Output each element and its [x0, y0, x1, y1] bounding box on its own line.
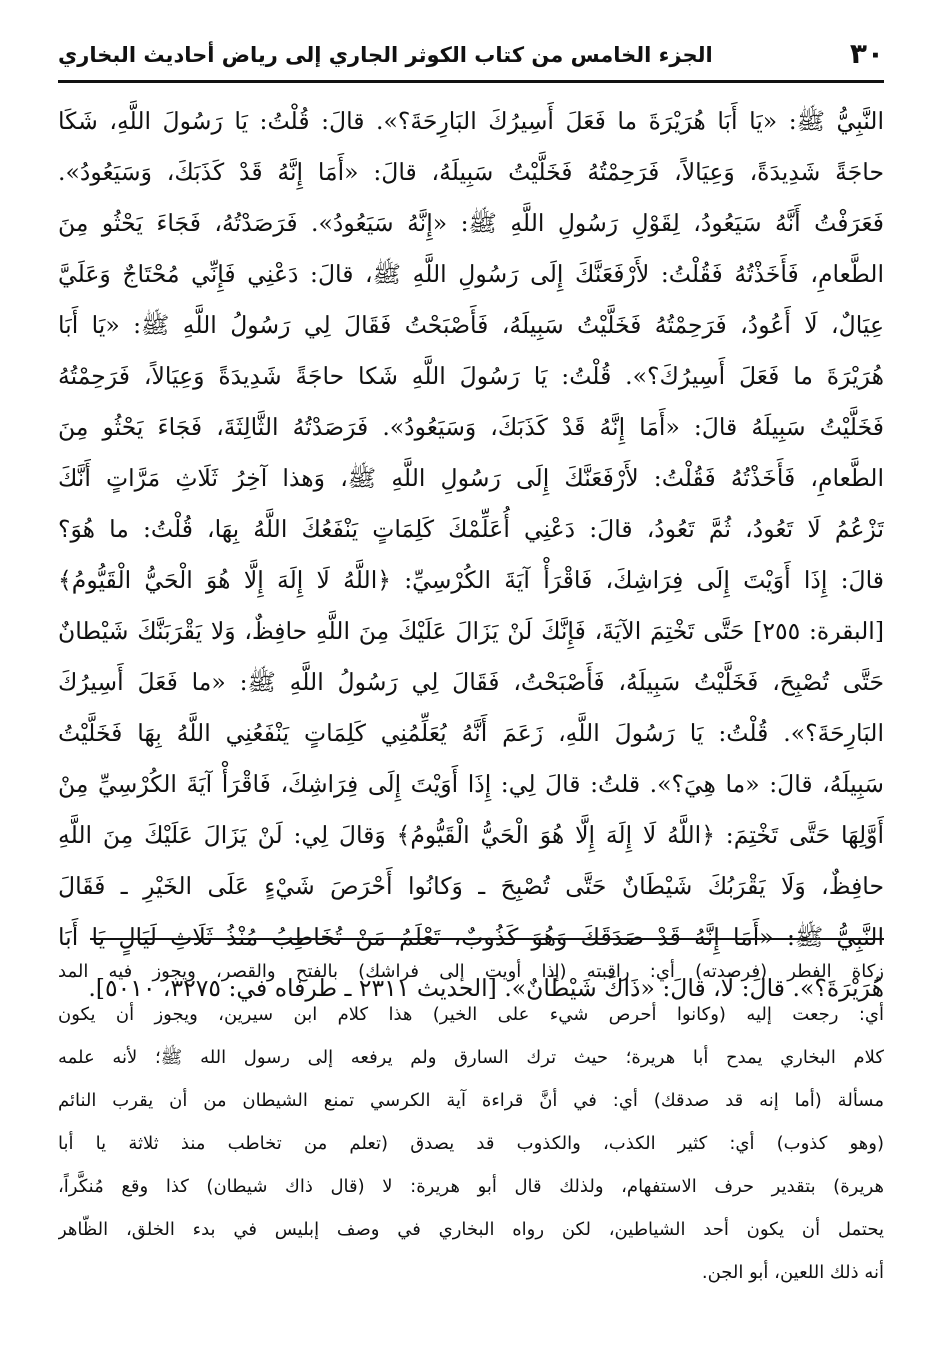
body-line: النَّبِيُّ ﷺ: «يَا أَبَا هُرَيْرَةَ ما فَعَلَ أَسِيرُكَ البَارِحَةَ؟». قالَ: قُلْتُ: يَا رَسُولَ اللَّهِ، شَكَا	[58, 107, 884, 135]
hadith-text	[58, 96, 884, 1014]
body-line: قالَ: إِذَا أَوَيْتَ إِلَى فِرَاشِكَ، فَاقْرَأْ آيَةَ الكُرْسِيِّ: ﴿اللَّهُ لَا إِلَهَ إِلَّا هُوَ الْحَيُّ الْقَيُّومُ﴾	[58, 566, 884, 594]
footnote-line: يحتمل أن يكون أحد الشياطين، لكن رواه البخاري في وصف إبليس في بدء الخلق، الظّاهر	[58, 1219, 884, 1240]
body-line: حافِظٌ، وَلَا يَقْرَبُكَ شَيْطَانٌ حَتَّى تُصْبِحَ ـ وَكانُوا أَحْرَصَ شَيْءٍ عَلَى الخَيْرِ ـ فَقَالَ	[58, 872, 884, 900]
body-line: حاجَةً شَدِيدَةً، وَعِيَالاً، فَرَحِمْتُهُ فَخَلَّيْتُ سَبِيلَهُ، قالَ: «أَمَا إِنَّهُ قَدْ كَذَبَكَ، وَسَيَعُودُ».	[58, 158, 884, 186]
page-number: ٣٠	[849, 37, 884, 70]
body-line: البَارِحَةَ؟». قُلْتُ: يَا رَسُولَ اللَّهِ، زَعَمَ أَنَّهُ يُعَلِّمُنِي كَلِمَاتٍ يَنْفَعُنِي اللَّهُ بِهَا فَخَلَّيْتُ	[58, 719, 884, 747]
body-line: [البقرة: ٢٥٥] حَتَّى تَخْتِمَ الآيَةَ، فَإِنَّكَ لَنْ يَزَالَ عَلَيْكَ مِنَ اللَّهِ حافِظٌ، وَلا يَقْرَبَنَّكَ شَيْطانٌ	[58, 617, 884, 645]
body-line: الطَّعامِ، فَأَخَذْتُهُ فَقُلْتُ: لأَرْفَعَنَّكَ إِلَى رَسُولِ اللَّهِ ﷺ، قالَ: دَعْنِي فَإِنِّي مُحْتَاجٌ وَعَلَيَّ	[58, 260, 884, 288]
footnote-line: أي: رجعت إليه (وكانوا أحرص شيء على الخير) هذا كلام ابن سيرين، ويجوز أن يكون	[58, 1004, 884, 1025]
body-line: أَوَّلِهَا حَتَّى تَخْتِمَ: ﴿اللَّهُ لَا إِلَهَ إِلَّا هُوَ الْحَيُّ الْقَيُّومُ﴾ وَقالَ لِي: لَنْ يَزَالَ عَلَيْكَ مِنَ اللَّهِ	[58, 821, 884, 849]
page-header	[58, 34, 884, 76]
body-line: فَخَلَّيْتُ سَبِيلَهُ قالَ: «أَمَا إِنَّهُ قَدْ كَذَبَكَ، وَسَيَعُودُ». فَرَصَدْتُهُ الثَّالِثَةَ، فَجَاءَ يَحْثُو مِنَ	[58, 413, 884, 441]
body-line: فَعَرَفْتُ أَنَّهُ سَيَعُودُ، لِقَوْلِ رَسُولِ اللَّهِ ﷺ: «إِنَّهُ سَيَعُودُ». فَرَصَدْتُهُ، فَجَاءَ يَحْثُو مِنَ	[58, 209, 884, 237]
footnote-line: كلام البخاري يمدح أبا هريرة؛ حيث ترك السارق ولم يرفعه إلى رسول الله ﷺ؛ لأنه علمه	[58, 1047, 884, 1068]
footnote-line: أنه ذلك اللعين، أبو الجن.	[701, 1262, 884, 1283]
header-divider	[58, 80, 884, 83]
running-title: الجزء الخامس من كتاب الكوثر الجاري إلى رياض أحاديث البخاري	[58, 43, 713, 67]
body-line: النَّبِيُّ ﷺ: «أَمَا إِنَّهُ قَدْ صَدَقَكَ وَهُوَ كَذُوبٌ، تَعْلَمُ مَنْ تُخَاطِبُ مُنْذُ ثَلَاثِ لَيَالٍ يَا أَبَا	[58, 923, 884, 951]
commentary-notes	[58, 950, 884, 1294]
body-line: تَزْعُمُ لَا تَعُودُ، ثُمَّ تَعُودُ، قالَ: دَعْنِي أُعَلِّمْكَ كَلِمَاتٍ يَنْفَعُكَ اللَّهُ بِهَا، قُلْتُ: ما هُوَ؟	[58, 515, 884, 543]
body-line: الطَّعامِ، فَأَخَذْتُهُ فَقُلْتُ: لأَرْفَعَنَّكَ إِلَى رَسُولِ اللَّهِ ﷺ، وَهذا آخِرُ ثَلَاثِ مَرَّاتٍ أَنَّكَ	[58, 464, 884, 492]
footnote-line: مسألة (أما إنه قد صدقك) أي: في أنَّ قراءة آية الكرسي تمنع الشيطان من أن يقرب النائم	[58, 1090, 884, 1111]
body-line: عِيَالٌ، لَا أَعُودُ، فَرَحِمْتُهُ فَخَلَّيْتُ سَبِيلَهُ، فَأَصْبَحْتُ فَقَالَ لِي رَسُولُ اللَّهِ ﷺ: «يَا أَبَا	[58, 311, 884, 339]
body-line: سَبِيلَهُ، قالَ: «ما هِيَ؟». قلتُ: قالَ لِي: إِذَا أَوَيْتَ إِلَى فِرَاشِكَ، فَاقْرَأْ آيَةَ الكُرْسِيِّ مِنْ	[58, 770, 884, 798]
body-line: هُرَيْرَةَ؟». قالَ: لَا، قالَ: «ذَاكَ شَيْطَانٌ». [الحديث ٢٣١١ ـ طرفاه في: ٣٢٧٥، ٥٠١٠].	[88, 974, 884, 1002]
footnote-line: (وهو كذوب) أي: كثير الكذب، والكذوب قد يصدق (تعلم من تخاطب منذ ثلاثة يا أبا	[58, 1133, 884, 1154]
footnote-line: هريرة) بتقدير حرف الاستفهام، ولذلك قال أبو هريرة: لا (قال ذاك شيطان) كذا وقع مُنكَّراً،	[58, 1176, 884, 1197]
footnote-divider	[90, 938, 884, 940]
body-line: حَتَّى تُصْبِحَ، فَخَلَّيْتُ سَبِيلَهُ، فَأَصْبَحْتُ، فَقَالَ لِي رَسُولُ اللَّهِ ﷺ: «ما فَعَلَ أَسِيرُكَ	[58, 668, 884, 696]
footnote-line: زكاة الفطر (فرصدته) أي: راقبته (إذا أويت إلى فراشك) بالفتح والقصر، ويجوز فيه المد	[58, 961, 884, 982]
body-line: هُرَيْرَةَ ما فَعَلَ أَسِيرُكَ؟». قُلْتُ: يَا رَسُولَ اللَّهِ شَكا حاجَةً شَدِيدَةً وَعِيَالاً، فَرَحِمْتُهُ	[58, 362, 884, 390]
